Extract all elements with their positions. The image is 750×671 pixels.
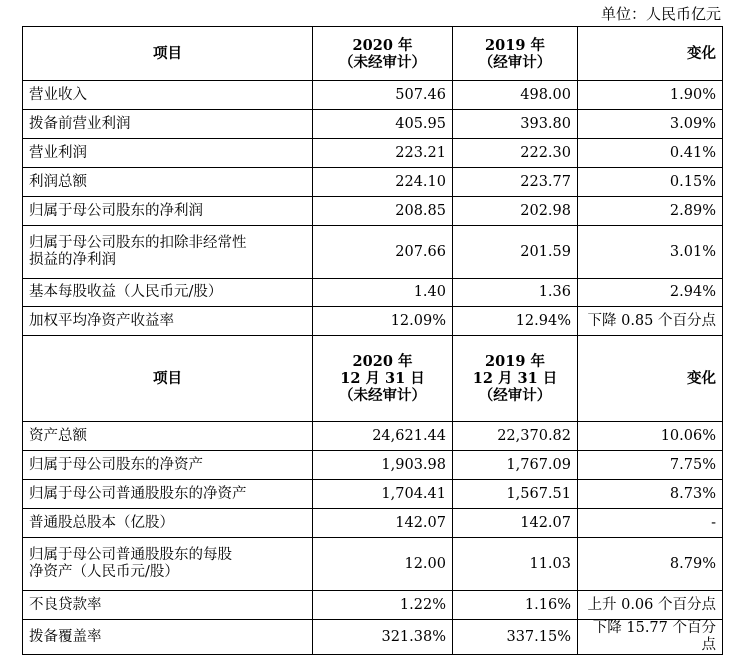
table-row: 资产总额 24,621.44 22,370.82 10.06% <box>23 422 723 451</box>
table-row: 归属于母公司股东的净利润 208.85 202.98 2.89% <box>23 197 723 226</box>
table-row: 营业利润 223.21 222.30 0.41% <box>23 139 723 168</box>
table-row: 归属于母公司股东的扣除非经常性 损益的净利润 207.66 201.59 3.01% <box>23 226 723 279</box>
table-row: 利润总额 224.10 223.77 0.15% <box>23 168 723 197</box>
table-row: 归属于母公司股东的净资产 1,903.98 1,767.09 7.75% <box>23 451 723 480</box>
header-change: 变化 <box>578 336 723 422</box>
table-row: 加权平均净资产收益率 12.09% 12.94% 下降 0.85 个百分点 <box>23 307 723 336</box>
table-row: 归属于母公司普通股股东的净资产 1,704.41 1,567.51 8.73% <box>23 480 723 509</box>
table-row: 营业收入 507.46 498.00 1.90% <box>23 81 723 110</box>
table-row: 基本每股收益（人民币元/股） 1.40 1.36 2.94% <box>23 279 723 307</box>
table-row: 拨备覆盖率 321.38% 337.15% 下降 15.77 个百分点 <box>23 620 723 655</box>
table-row: 拨备前营业利润 405.95 393.80 3.09% <box>23 110 723 139</box>
table-row: 归属于母公司普通股股东的每股 净资产（人民币元/股） 12.00 11.03 8.79% <box>23 538 723 591</box>
header-item: 项目 <box>23 27 313 81</box>
header-2020-date: 2020 年 12 月 31 日 （未经审计） <box>313 336 453 422</box>
header-2020: 2020 年 （未经审计） <box>313 27 453 81</box>
financial-summary-table <box>22 26 723 655</box>
table-header-balance <box>23 336 723 422</box>
table-header-income <box>23 27 723 81</box>
header-change: 变化 <box>578 27 723 81</box>
header-2019-date: 2019 年 12 月 31 日 （经审计） <box>453 336 578 422</box>
table-row: 不良贷款率 1.22% 1.16% 上升 0.06 个百分点 <box>23 591 723 620</box>
table-row: 普通股总股本（亿股） 142.07 142.07 - <box>23 509 723 538</box>
header-2019: 2019 年 （经审计） <box>453 27 578 81</box>
header-item: 项目 <box>23 336 313 422</box>
unit-label: 单位：人民币亿元 <box>600 5 721 23</box>
